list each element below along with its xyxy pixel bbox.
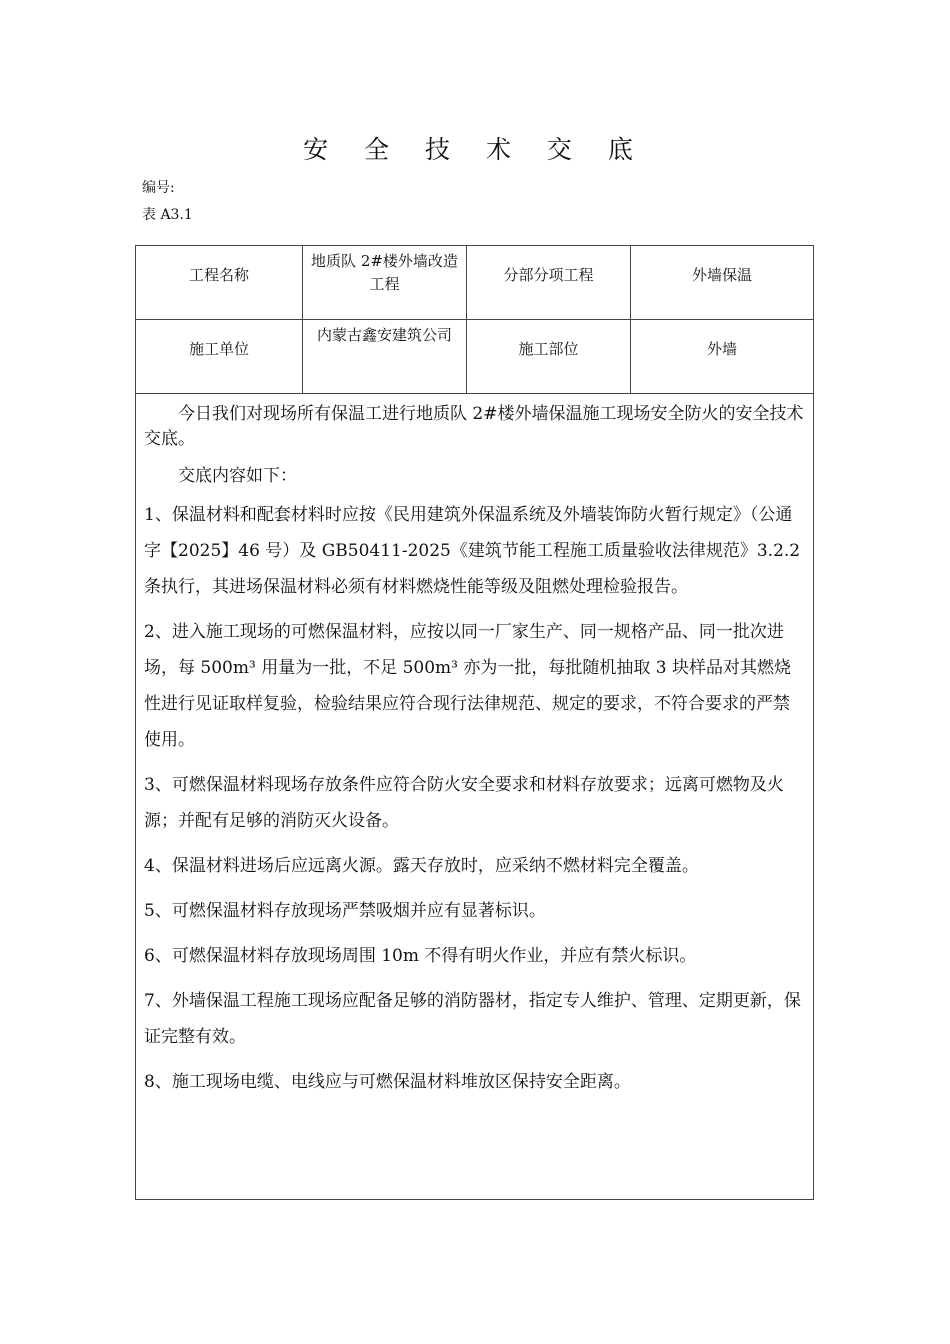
form-number-label: 表 A3.1	[142, 207, 193, 223]
briefing-item-6: 6、可燃保温材料存放现场周围 10m 不得有明火作业，并应有禁火标识。	[144, 946, 697, 966]
header-row-project	[136, 246, 813, 320]
header-row-contractor	[136, 320, 813, 394]
briefing-content	[136, 394, 813, 1100]
briefing-item-4: 4、保温材料进场后应远离火源。露天存放时，应采纳不燃材料完全覆盖。	[144, 856, 699, 876]
contractor-label: 施工单位	[136, 320, 303, 393]
subproject-value: 外墙保温	[691, 266, 752, 284]
briefing-item-5: 5、可燃保温材料存放现场严禁吸烟并应有显著标识。	[144, 901, 546, 921]
briefing-item-2: 2、进入施工现场的可燃保温材料，应按以同一厂家生产、同一规格产品、同一批次进场，每 500m³ 用量为一批，不足 500m³ 亦为一批，每批随机抽取 3 块样品对其燃烧性进行见证取样复验，检验结果应符合现行法律规范、规定的要求，不符合要求的严禁使用。	[144, 622, 792, 750]
document-title: 安 全 技 术 交 底	[303, 135, 647, 164]
construction-location-label: 施工部位	[467, 320, 631, 393]
contractor-value: 内蒙古鑫安建筑公司	[303, 320, 467, 393]
subproject-label: 分部分项工程	[467, 246, 631, 319]
project-name-value: 地质队 2#楼外墙改造工程	[303, 246, 467, 319]
briefing-item-3: 3、可燃保温材料现场存放条件应符合防火安全要求和材料存放要求；远离可燃物及火源；并配有足够的消防灭火设备。	[144, 775, 784, 831]
project-name-label: 工程名称	[136, 246, 303, 319]
briefing-item-1: 1、保温材料和配套材料时应按《民用建筑外保温系统及外墙装饰防火暂行规定》（公通字【2025】46 号）及 GB50411-2025《建筑节能工程施工质量验收法律规范》3.2.2 条执行，其进场保温材料必须有材料燃烧性能等级及阻燃处理检验报告。	[144, 505, 801, 597]
briefing-item-7: 7、外墙保温工程施工现场应配备足够的消防器材，指定专人维护、管理、定期更新，保证完整有效。	[144, 991, 801, 1047]
briefing-intro-heading: 交底内容如下：	[178, 466, 297, 486]
briefing-item-8: 8、施工现场电缆、电线应与可燃保温材料堆放区保持安全距离。	[144, 1072, 631, 1092]
briefing-intro: 今日我们对现场所有保温工进行地质队 2#楼外墙保温施工现场安全防火的安全技术交底。	[144, 404, 804, 449]
safety-briefing-table	[135, 245, 814, 1200]
construction-location-value: 外墙	[706, 340, 737, 358]
document-number-label: 编号:	[142, 180, 175, 196]
